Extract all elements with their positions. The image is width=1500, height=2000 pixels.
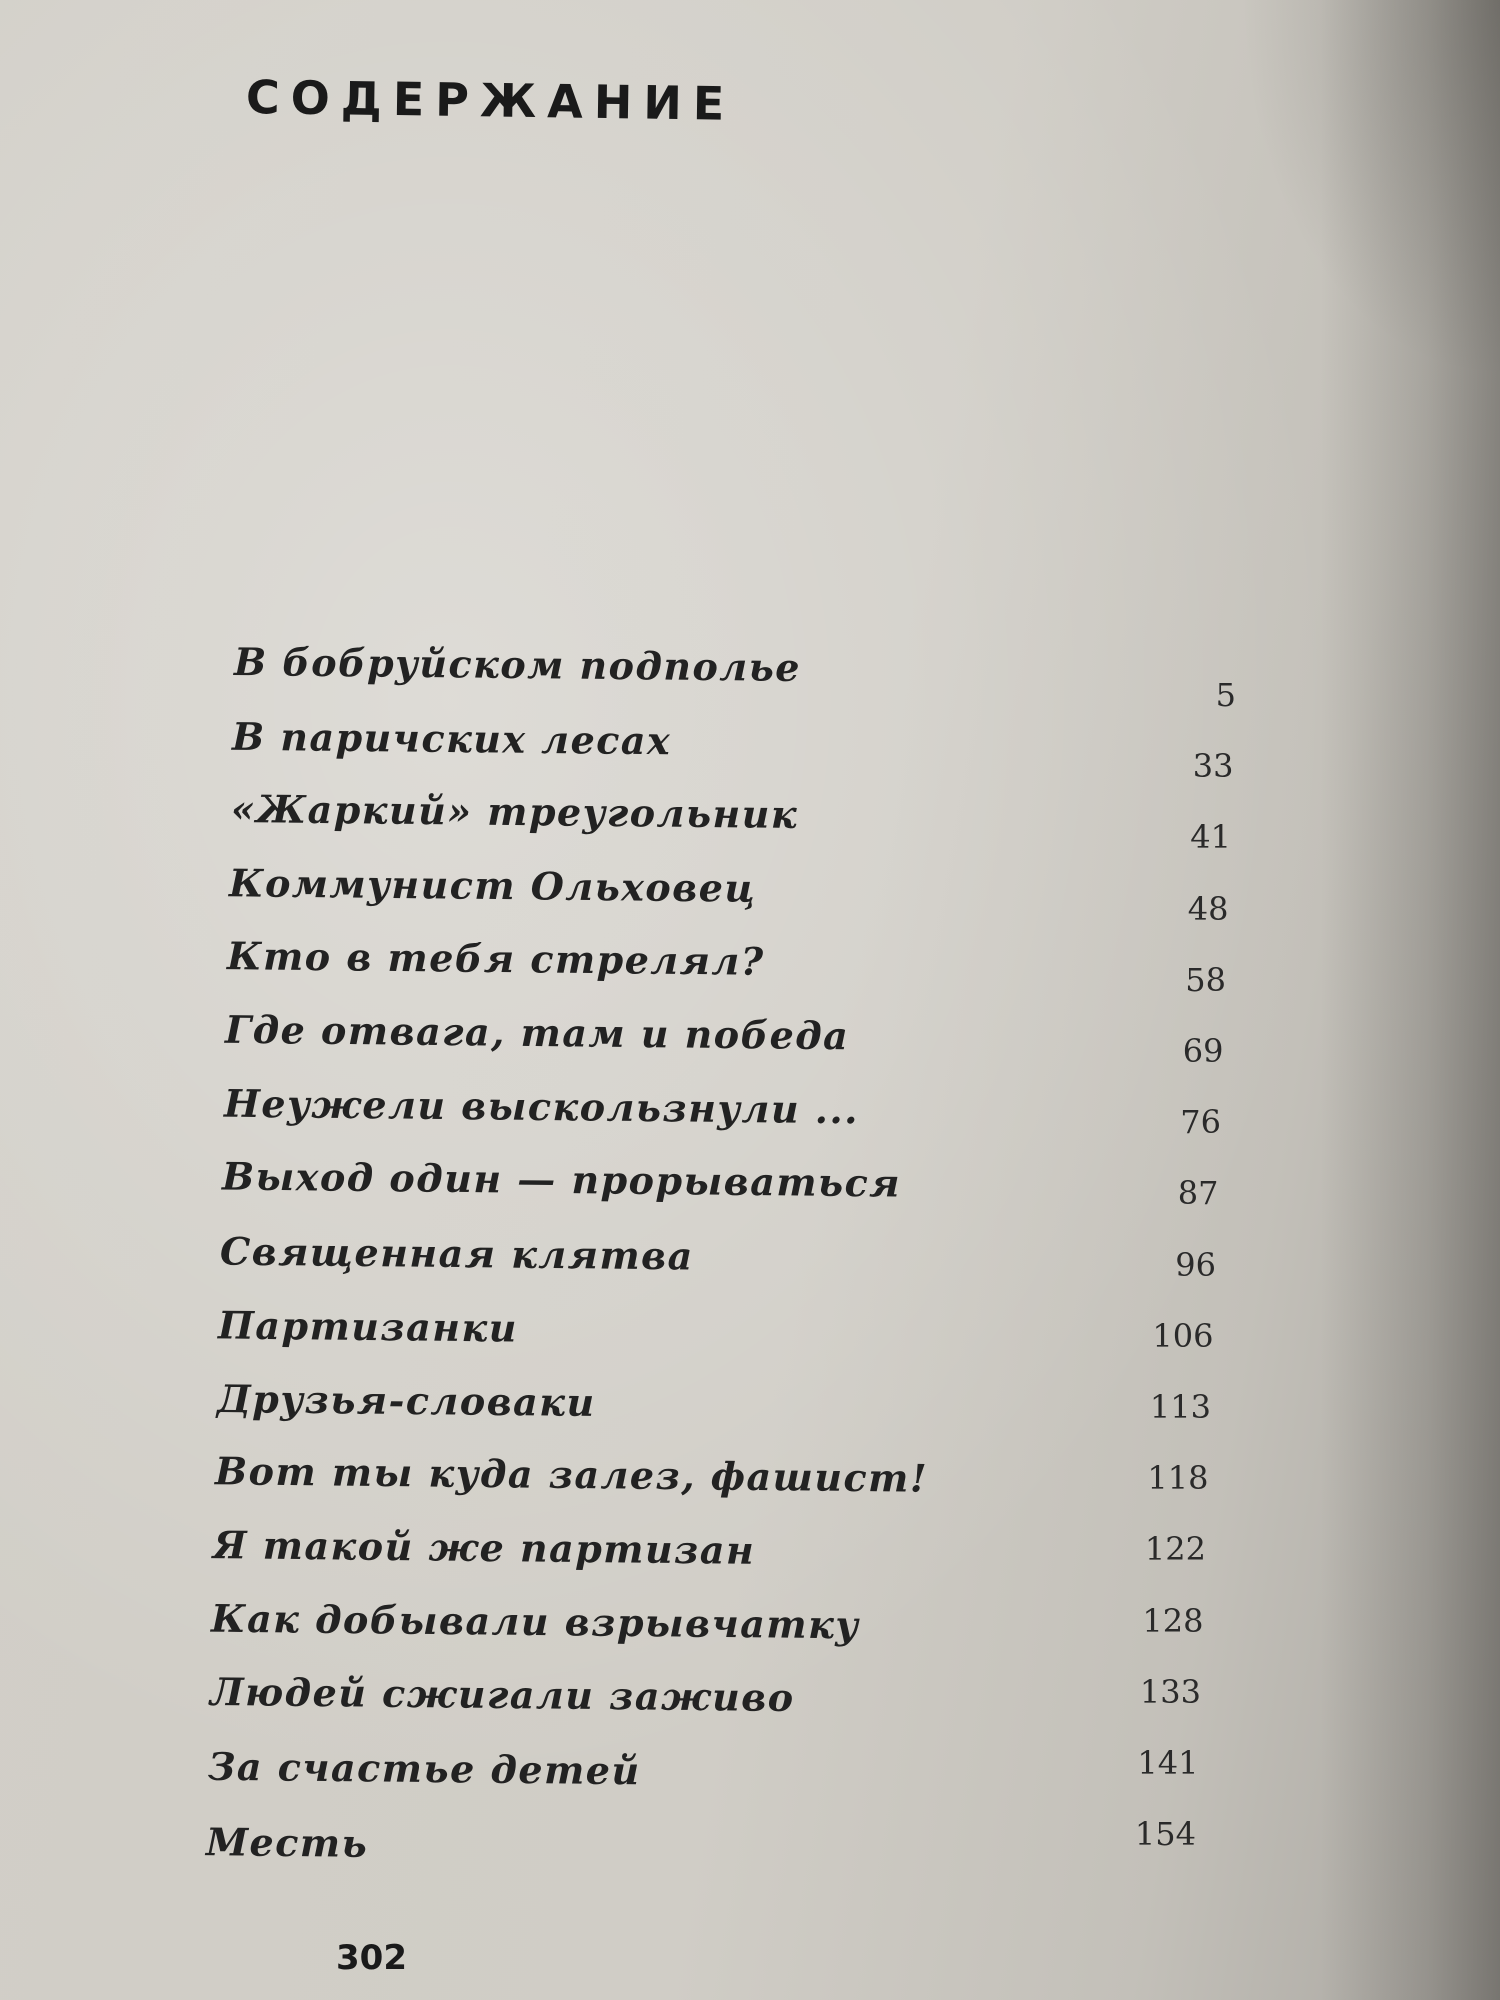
- toc-entry-page: 76: [1180, 1103, 1221, 1142]
- toc-entry-page: 87: [1177, 1174, 1219, 1213]
- toc-entry-page: 5: [1215, 676, 1236, 714]
- toc-entry-title: За счастье детей: [207, 1743, 641, 1794]
- toc-entry-title: Неужели выскользнули ...: [223, 1080, 859, 1132]
- toc-entry-page: 122: [1144, 1530, 1206, 1569]
- toc-entry-title: «Жаркий» треугольник: [230, 786, 798, 838]
- toc-entry-title: В паричских лесах: [232, 713, 672, 763]
- toc-entry-title: Партизанки: [218, 1302, 519, 1351]
- toc-entry-title: Месть: [205, 1818, 369, 1866]
- toc-entry-title: Вот ты куда залез, фашист!: [214, 1447, 929, 1501]
- toc-entry-page: 154: [1134, 1815, 1196, 1854]
- toc-entry-page: 33: [1192, 747, 1234, 786]
- page-number: 302: [336, 1938, 407, 1978]
- toc-entry-title: Священная клятва: [219, 1228, 695, 1279]
- toc-entry-title: Выход один — прорываться: [221, 1153, 901, 1206]
- toc-entry-page: 58: [1185, 960, 1226, 999]
- toc-entry-title: Кто в тебя стрелял?: [226, 933, 765, 985]
- toc-entry-title: Друзья-словаки: [216, 1376, 596, 1425]
- toc-entry-page: 69: [1182, 1032, 1224, 1070]
- toc-entry-title: В бобруйском подполье: [233, 639, 802, 690]
- contents-heading: СОДЕРЖАНИЕ: [245, 70, 736, 131]
- toc-entry-page: 106: [1152, 1316, 1214, 1355]
- toc-entry-title: Я такой же партизан: [212, 1522, 756, 1574]
- toc-entry-page: 113: [1149, 1388, 1211, 1426]
- toc-entry-page: 141: [1137, 1744, 1199, 1782]
- toc-entry-title: Коммунист Ольховец: [228, 860, 757, 911]
- toc-entry-title: Где отвага, там и победа: [225, 1006, 850, 1059]
- toc-entry-page: 133: [1139, 1672, 1201, 1711]
- toc-entry-page: 48: [1187, 889, 1229, 928]
- toc-entry-title: Как добывали взрывчатку: [211, 1595, 861, 1648]
- toc-entry-page: 128: [1142, 1601, 1204, 1640]
- toc-entry-title: Людей сжигали заживо: [209, 1669, 795, 1721]
- toc-entry-page: 118: [1147, 1459, 1209, 1498]
- toc-entry-page: 41: [1190, 818, 1231, 857]
- toc-entry-page: 96: [1175, 1245, 1216, 1284]
